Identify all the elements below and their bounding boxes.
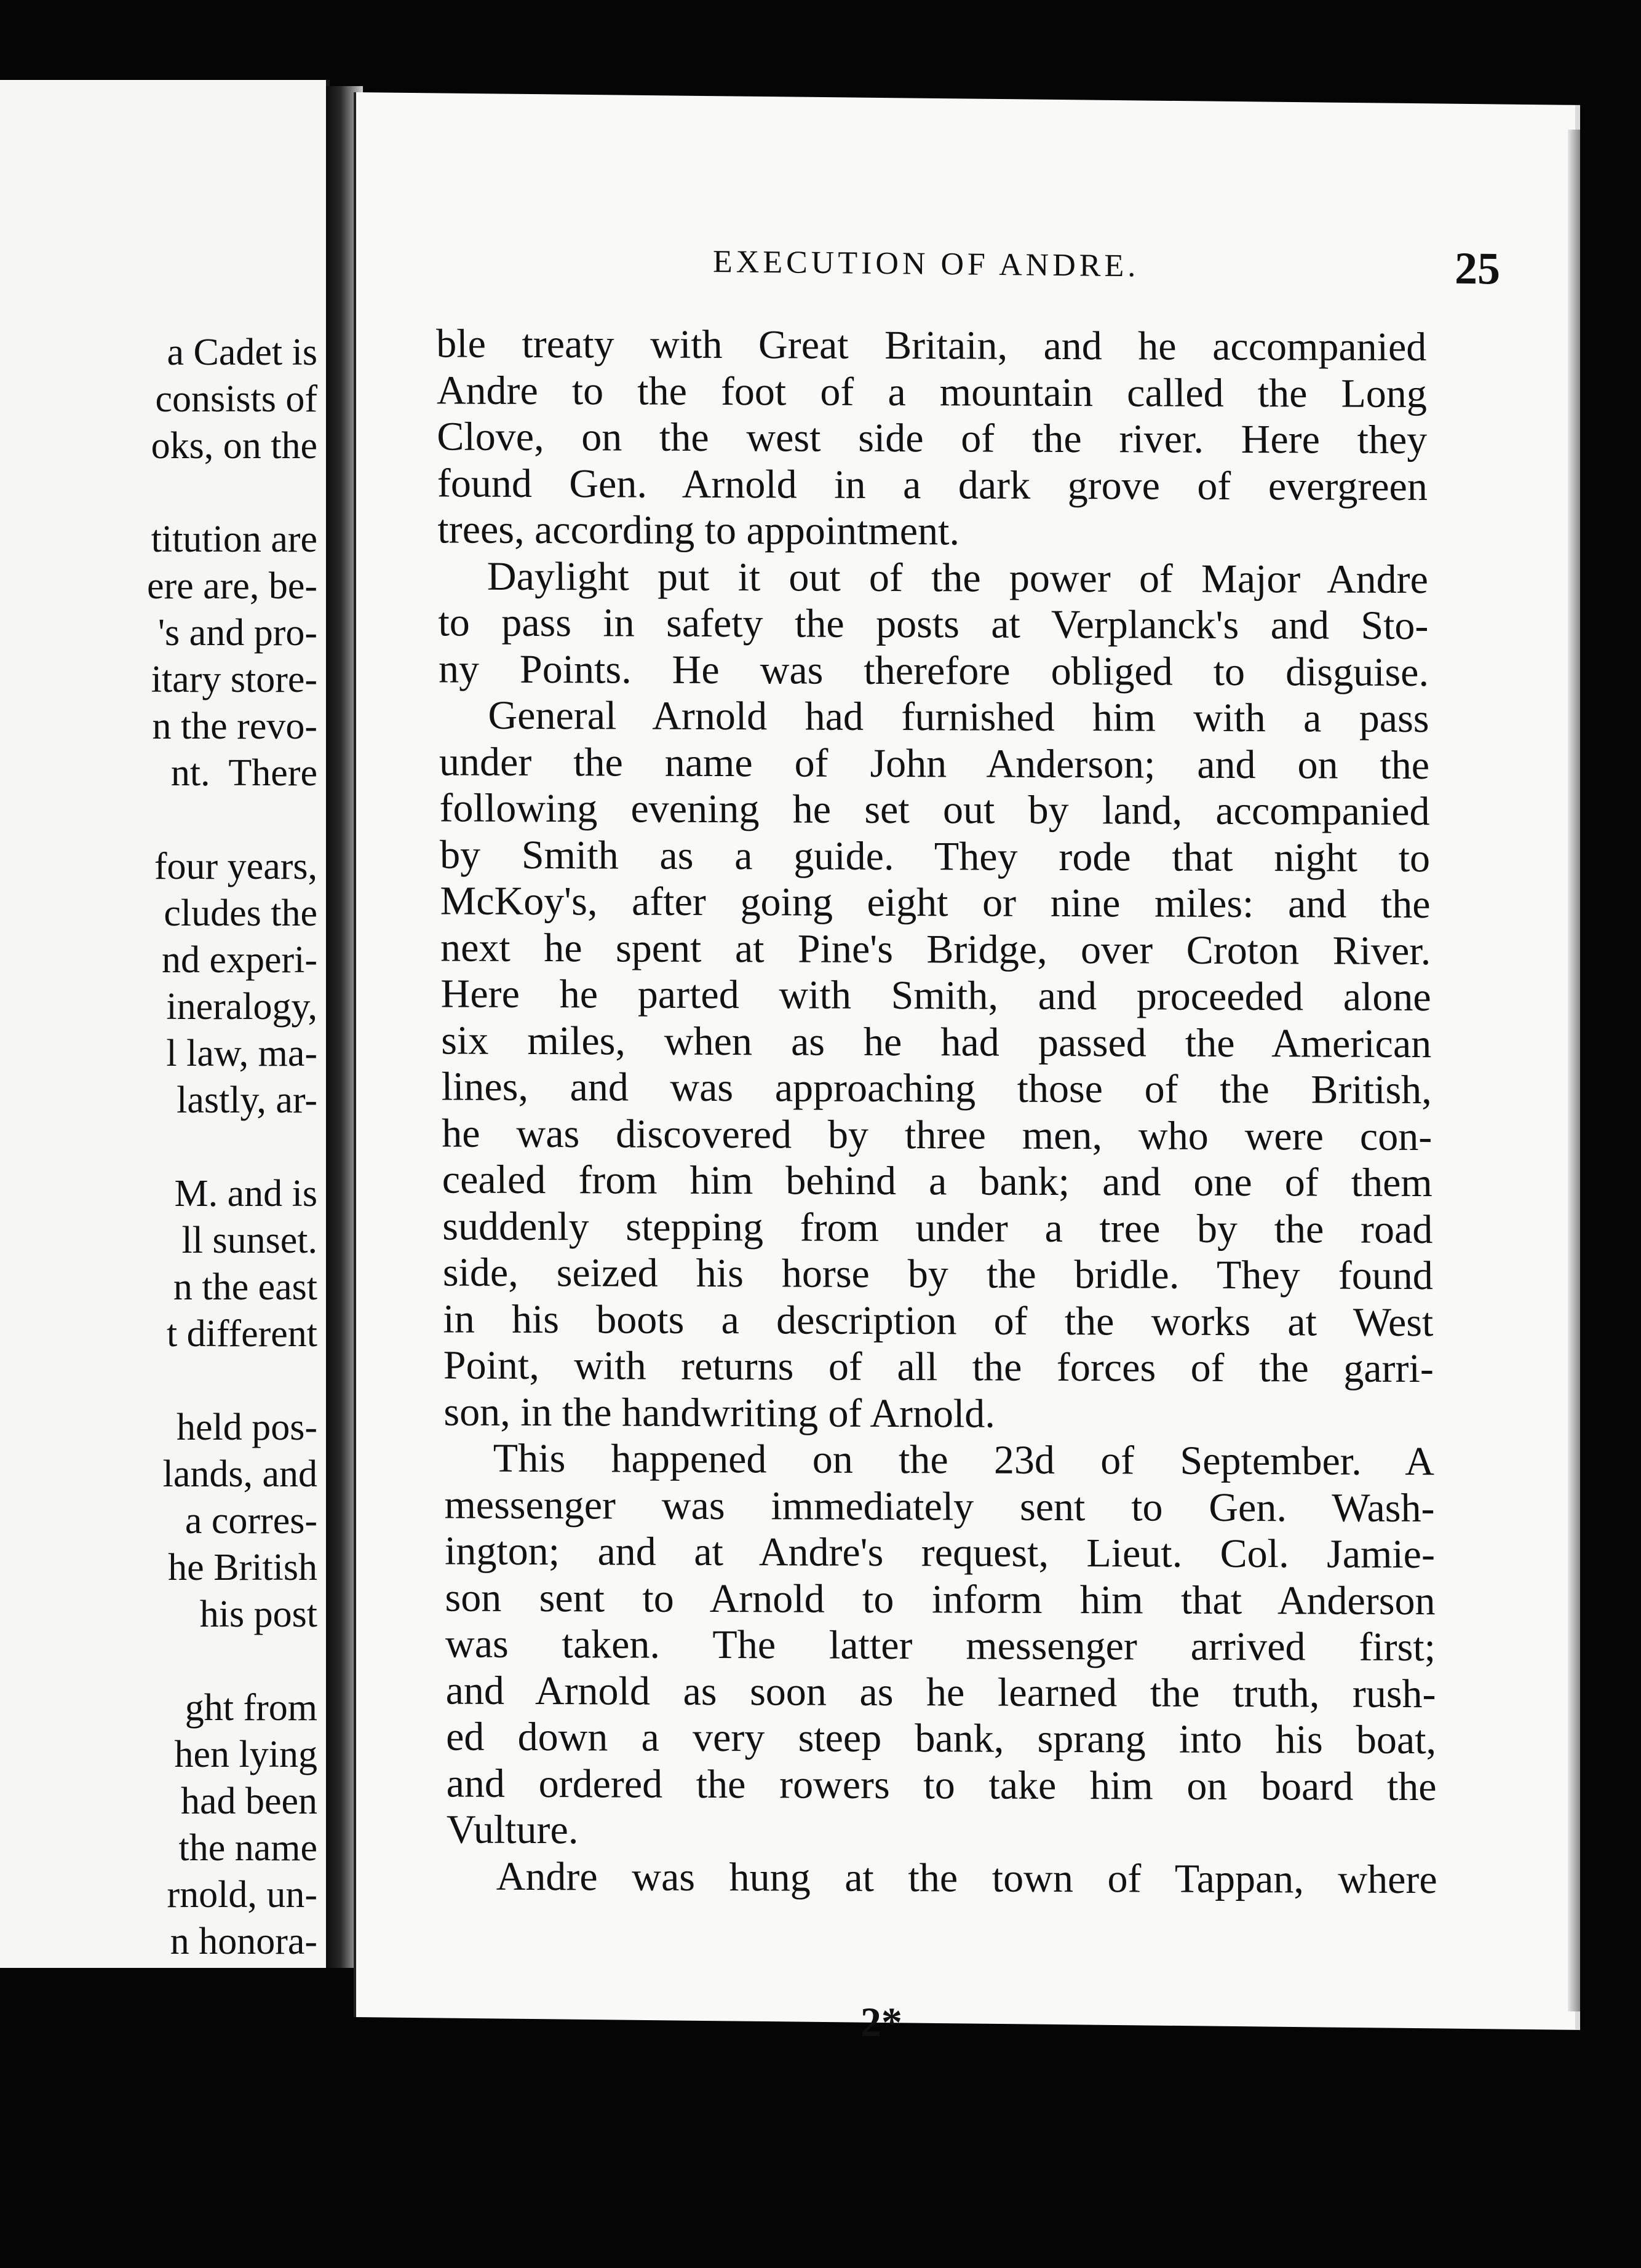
left-page-line: ll sunset. bbox=[181, 1219, 317, 1261]
text-line: lines, and was approaching those of the British, bbox=[441, 1064, 1432, 1113]
left-page-line: consists of bbox=[155, 378, 317, 420]
left-page-line: had been bbox=[180, 1780, 317, 1822]
text-line: Vulture. bbox=[446, 1807, 579, 1853]
left-page-line bbox=[0, 469, 317, 516]
left-page-line: oks, on the bbox=[151, 425, 317, 467]
left-page-line: l law, ma- bbox=[166, 1033, 317, 1074]
text-line: he was discovered by three men, who were con- bbox=[441, 1110, 1432, 1159]
text-line: in his boots a description of the works at West bbox=[443, 1296, 1434, 1345]
left-page-line: t different bbox=[166, 1313, 317, 1355]
page-edge bbox=[1568, 130, 1580, 2012]
left-page-line: n the east bbox=[173, 1266, 317, 1308]
text-line: found Gen. Arnold in a dark grove of evergreen bbox=[437, 460, 1428, 509]
running-head-title: EXECUTION OF ANDRE. bbox=[713, 244, 1140, 284]
text-line: following evening he set out by land, accompanied bbox=[439, 785, 1430, 835]
text-line: Here he parted with Smith, and proceeded alone bbox=[440, 971, 1431, 1020]
left-page-line: four years, bbox=[154, 846, 317, 887]
running-head bbox=[651, 243, 1500, 295]
left-page-line: n the revo- bbox=[152, 705, 317, 747]
left-page-line: 's and pro- bbox=[157, 612, 317, 654]
text-line: by Smith as a guide. They rode that night to bbox=[439, 831, 1431, 881]
text-line: Andre was hung at the town of Tappan, where bbox=[496, 1854, 1437, 1902]
left-page-line bbox=[0, 1638, 317, 1684]
text-line: and Arnold as soon as he learned the truth, rush- bbox=[445, 1668, 1436, 1716]
left-page-line: his post bbox=[199, 1593, 317, 1635]
left-page-line: ght from bbox=[185, 1687, 317, 1729]
text-line: Andre to the foot of a mountain called the Long bbox=[436, 367, 1428, 416]
left-page-line: titution are bbox=[151, 518, 317, 560]
left-page-line: he British bbox=[168, 1547, 317, 1588]
text-line: ington; and at Andre's request, Lieut. Col. Jamie- bbox=[444, 1528, 1436, 1577]
left-page-line bbox=[0, 1357, 317, 1404]
text-line: This happened on the 23d of September. A bbox=[493, 1435, 1435, 1485]
left-page-line: nd experi- bbox=[161, 939, 317, 981]
text-line: Daylight put it out of the power of Major Andre bbox=[487, 553, 1429, 602]
left-page-text-fragments bbox=[0, 329, 317, 1965]
text-line: next he spent at Pine's Bridge, over Croton River. bbox=[440, 924, 1431, 973]
left-page-line: nt. There bbox=[170, 752, 317, 794]
body-text bbox=[436, 320, 1437, 1903]
left-facing-page bbox=[0, 80, 330, 1968]
left-page-line bbox=[0, 796, 317, 843]
left-page-line: rnold, un- bbox=[167, 1874, 317, 1916]
text-line: ny Points. He was therefore obliged to disguise. bbox=[438, 646, 1429, 695]
left-page-line: cludes the bbox=[164, 892, 317, 934]
left-page-line: a Cadet is bbox=[167, 331, 317, 373]
text-line: was taken. The latter messenger arrived first; bbox=[445, 1621, 1436, 1670]
left-page-line: n honora- bbox=[170, 1921, 317, 1962]
text-line: Point, with returns of all the forces of the garri- bbox=[443, 1342, 1434, 1392]
text-line: messenger was immediately sent to Gen. Wash- bbox=[444, 1481, 1435, 1531]
text-line: cealed from him behind a bank; and one of them bbox=[442, 1157, 1432, 1206]
text-line: ble treaty with Great Britain, and he accompanied bbox=[436, 321, 1427, 370]
text-line: son, in the handwriting of Arnold. bbox=[443, 1389, 996, 1437]
text-line: son sent to Arnold to inform him that Anderson bbox=[445, 1575, 1436, 1624]
left-page-line: held pos- bbox=[176, 1406, 317, 1448]
signature-mark: 2* bbox=[860, 1998, 903, 2046]
text-line: six miles, when as he had passed the American bbox=[440, 1017, 1432, 1066]
left-page-line: M. and is bbox=[174, 1173, 317, 1215]
left-page-line: the name bbox=[178, 1827, 317, 1869]
left-page-line: ineralogy, bbox=[166, 986, 317, 1028]
text-line: ed down a very steep bank, sprang into his boat, bbox=[445, 1714, 1437, 1763]
left-page-line: itary store- bbox=[151, 659, 317, 700]
text-line: side, seized his horse by the bridle. They found bbox=[442, 1250, 1434, 1299]
text-line: to pass in safety the posts at Verplanck's and Sto- bbox=[438, 600, 1429, 649]
right-page bbox=[354, 92, 1580, 2046]
text-line: suddenly stepping from under a tree by the road bbox=[442, 1203, 1433, 1252]
text-line: McKoy's, after going eight or nine miles: and the bbox=[440, 878, 1431, 927]
left-page-line: lastly, ar- bbox=[177, 1079, 317, 1121]
text-line: Clove, on the west side of the river. Here they bbox=[437, 414, 1428, 463]
left-page-line: ere are, be- bbox=[146, 565, 317, 607]
text-line: and ordered the rowers to take him on board the bbox=[446, 1761, 1437, 1809]
text-line: under the name of John Anderson; and on the bbox=[439, 739, 1430, 788]
text-line: trees, according to appointment. bbox=[437, 507, 960, 554]
left-page-line: lands, and bbox=[162, 1453, 317, 1495]
left-page-line: hen lying bbox=[174, 1734, 317, 1775]
page-number: 25 bbox=[1455, 243, 1500, 295]
left-page-line bbox=[0, 1124, 317, 1170]
left-page-line: a corres- bbox=[185, 1500, 317, 1542]
text-line: General Arnold had furnished him with a pass bbox=[488, 692, 1429, 742]
